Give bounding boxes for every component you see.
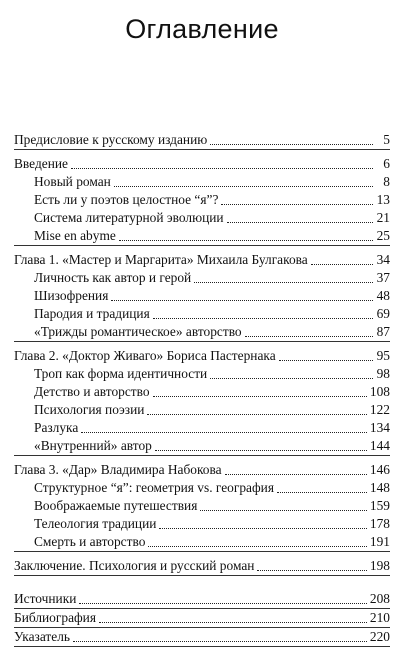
toc-entry[interactable] (14, 227, 390, 246)
dot-leader (159, 528, 366, 529)
dot-leader (311, 264, 373, 265)
toc-entry-page: 108 (369, 384, 390, 399)
toc-entry-page: 148 (369, 480, 390, 495)
dot-leader (194, 282, 373, 283)
toc-entry[interactable] (14, 131, 390, 150)
toc-entry[interactable] (14, 461, 390, 479)
toc-entry-page: 134 (369, 420, 390, 435)
toc-entry[interactable] (14, 533, 390, 552)
dot-leader (200, 510, 367, 511)
dot-leader (153, 318, 373, 319)
toc-entry-label: Пародия и традиция (34, 306, 150, 321)
toc-entry[interactable] (14, 383, 390, 401)
toc-entry-label: Телеология традиции (34, 516, 157, 531)
toc-entry-page: 25 (376, 228, 390, 243)
toc-entry[interactable] (14, 419, 390, 437)
toc-entry-page: 69 (376, 306, 390, 321)
toc-entry-page: 13 (376, 192, 390, 207)
toc-entry[interactable] (14, 479, 390, 497)
toc-entry-label: «Внутренний» автор (34, 438, 152, 453)
toc-entry-page: 220 (369, 629, 390, 644)
toc-entry-label: Структурное “я”: геометрия vs. география (34, 480, 274, 495)
toc-entry-page: 122 (369, 402, 390, 417)
toc-entry-label: Личность как автор и герой (34, 270, 192, 285)
toc-entry[interactable] (14, 590, 390, 609)
toc-entry[interactable] (14, 173, 390, 191)
toc-entry-label: Воображаемые путешествия (34, 498, 198, 513)
toc-entry-page: 34 (376, 252, 390, 267)
table-of-contents (14, 131, 390, 647)
dot-leader (277, 492, 367, 493)
toc-entry-label: Смерть и авторство (34, 534, 146, 549)
toc-entry-label: Троп как форма идентичности (34, 366, 208, 381)
toc-entry-page: 48 (376, 288, 390, 303)
toc-entry[interactable] (14, 557, 390, 576)
toc-entry[interactable] (14, 497, 390, 515)
toc-entry[interactable] (14, 347, 390, 365)
toc-entry-label: Система литературной эволюции (34, 210, 224, 225)
dot-leader (210, 144, 373, 145)
toc-entry-label: Новый роман (34, 174, 111, 189)
toc-entry-page: 146 (369, 462, 390, 477)
dot-leader (221, 204, 373, 205)
dot-leader (147, 414, 366, 415)
dot-leader (155, 450, 367, 451)
toc-entry-page: 87 (376, 324, 390, 339)
toc-entry-label: Есть ли у поэтов целостное “я”? (34, 192, 219, 207)
dot-leader (227, 222, 373, 223)
toc-entry-label: Детство и авторство (34, 384, 150, 399)
toc-entry-label: Заключение. Психология и русский роман (14, 558, 255, 573)
toc-entry[interactable] (14, 155, 390, 173)
toc-entry-label: Предисловие к русскому изданию (14, 132, 208, 147)
toc-entry-page: 8 (383, 174, 390, 189)
toc-entry-label: Источники (14, 591, 77, 606)
toc-entry[interactable] (14, 515, 390, 533)
toc-entry-page: 210 (369, 610, 390, 625)
toc-entry-label: Библиография (14, 610, 97, 625)
toc-entry-label: Психология поэзии (34, 402, 145, 417)
toc-entry[interactable] (14, 437, 390, 456)
dot-leader (73, 641, 367, 642)
dot-leader (119, 240, 373, 241)
toc-entry[interactable] (14, 365, 390, 383)
toc-entry-label: «Трижды романтическое» авторство (34, 324, 242, 339)
toc-entry-page: 21 (376, 210, 390, 225)
dot-leader (71, 168, 373, 169)
toc-entry-page: 98 (376, 366, 390, 381)
dot-leader (81, 432, 367, 433)
toc-entry-page: 37 (376, 270, 390, 285)
toc-entry[interactable] (14, 209, 390, 227)
toc-entry[interactable] (14, 323, 390, 342)
dot-leader (245, 336, 373, 337)
toc-entry-label: Глава 1. «Мастер и Маргарита» Михаила Булгакова (14, 252, 308, 267)
toc-entry[interactable] (14, 269, 390, 287)
toc-entry-label: Глава 2. «Доктор Живаго» Бориса Пастернака (14, 348, 276, 363)
toc-entry-page: 144 (369, 438, 390, 453)
toc-entry[interactable] (14, 287, 390, 305)
toc-entry-label: Глава 3. «Дар» Владимира Набокова (14, 462, 222, 477)
toc-entry[interactable] (14, 251, 390, 269)
dot-leader (279, 360, 373, 361)
dot-leader (153, 396, 367, 397)
toc-entry-page: 159 (369, 498, 390, 513)
toc-entry[interactable] (14, 401, 390, 419)
page-title: Оглавление (125, 14, 279, 44)
toc-entry-page: 178 (369, 516, 390, 531)
toc-entry[interactable] (14, 191, 390, 209)
toc-entry[interactable] (14, 628, 390, 647)
dot-leader (111, 300, 373, 301)
toc-entry-page: 198 (369, 558, 390, 573)
dot-leader (148, 546, 366, 547)
toc-entry-page: 95 (376, 348, 390, 363)
dot-leader (99, 622, 367, 623)
toc-entry-page: 6 (383, 156, 390, 171)
dot-leader (114, 186, 373, 187)
toc-entry-page: 208 (369, 591, 390, 606)
toc-entry[interactable] (14, 305, 390, 323)
dot-leader (257, 570, 366, 571)
dot-leader (210, 378, 373, 379)
dot-leader (225, 474, 367, 475)
dot-leader (79, 603, 367, 604)
toc-entry-label: Mise en abyme (34, 228, 116, 243)
toc-entry-label: Разлука (34, 420, 79, 435)
toc-entry-label: Указатель (14, 629, 71, 644)
toc-entry-label: Шизофрения (34, 288, 109, 303)
toc-entry-page: 191 (369, 534, 390, 549)
toc-entry-page: 5 (383, 132, 390, 147)
toc-entry-label: Введение (14, 156, 68, 171)
